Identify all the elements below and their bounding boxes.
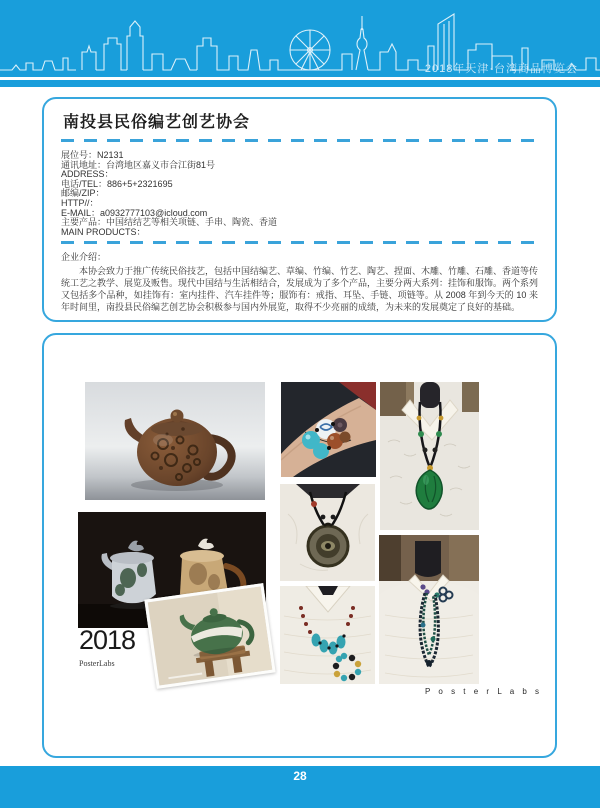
intro-paragraph: 本协会致力于推广传统民俗技艺，包括中国结编艺、草编、竹编、竹艺、陶艺、捏面、木雕、竹雕、石雕、香道等传统工艺之教学、展览及贩售。现代中国结与生活相结合，发展成为了多个产品，主要分两大系列：挂饰和服饰。两个系列又包括多个品种，如挂饰有：室内挂件、汽车挂件等；服饰有：戒指、耳坠、手链、项链等。从 2008 年到今天的 10 来年时间里，南投县民俗编艺创艺协会积极参与国内外展览，取得不少亮丽的成绩，为未来的发展奠定了良好的基础。	[61, 266, 539, 313]
dashed-divider	[61, 139, 538, 142]
header-banner	[0, 0, 600, 87]
booth-number-line: 展位号：N2131	[61, 150, 124, 160]
contact-info-block	[61, 151, 538, 237]
long-dark-necklace-photo	[379, 535, 479, 684]
address-cn-line: 通讯地址：台湾地区嘉义市合江街81号	[61, 159, 216, 170]
posterlabs-logo: PosterLabs	[79, 659, 115, 668]
header-stripe	[0, 77, 600, 80]
http-line: HTTP//：	[61, 197, 99, 208]
green-teapot-photo	[144, 583, 275, 689]
year-label: 2018	[79, 625, 136, 655]
organization-title: 南投县民俗编艺创艺协会	[63, 114, 251, 131]
intro-heading: 企业介绍：	[61, 252, 107, 263]
medallion-necklace-photo	[280, 484, 375, 581]
zip-line: 邮编/ZIP：	[61, 188, 105, 199]
posterlabs-watermark: P o s t e r L a b s	[425, 687, 543, 696]
product-photos-card	[42, 333, 557, 758]
footer-bar	[0, 766, 600, 808]
products-en-line: MAIN PRODUCTS：	[61, 226, 146, 237]
email-line: E-MAIL：a0932777103@icloud.com	[61, 207, 208, 218]
phone-line: 电话/TEL：886+5+2321695	[61, 178, 173, 189]
brown-teapot-photo	[85, 382, 265, 500]
expo-title: 2018年天津·台湾商品博览会	[424, 63, 578, 75]
bead-bracelet-photo	[281, 382, 376, 477]
address-en-line: ADDRESS：	[61, 169, 114, 180]
dashed-divider	[61, 241, 538, 244]
page-number: 28	[293, 769, 307, 783]
year-block	[79, 625, 135, 668]
turquoise-necklace-photo	[280, 586, 375, 684]
green-pendant-necklace-photo	[380, 382, 479, 530]
products-cn-line: 主要产品：中国结结艺等相关项链、手串、陶瓷、香道	[61, 217, 278, 228]
exhibitor-info-card	[42, 97, 557, 322]
